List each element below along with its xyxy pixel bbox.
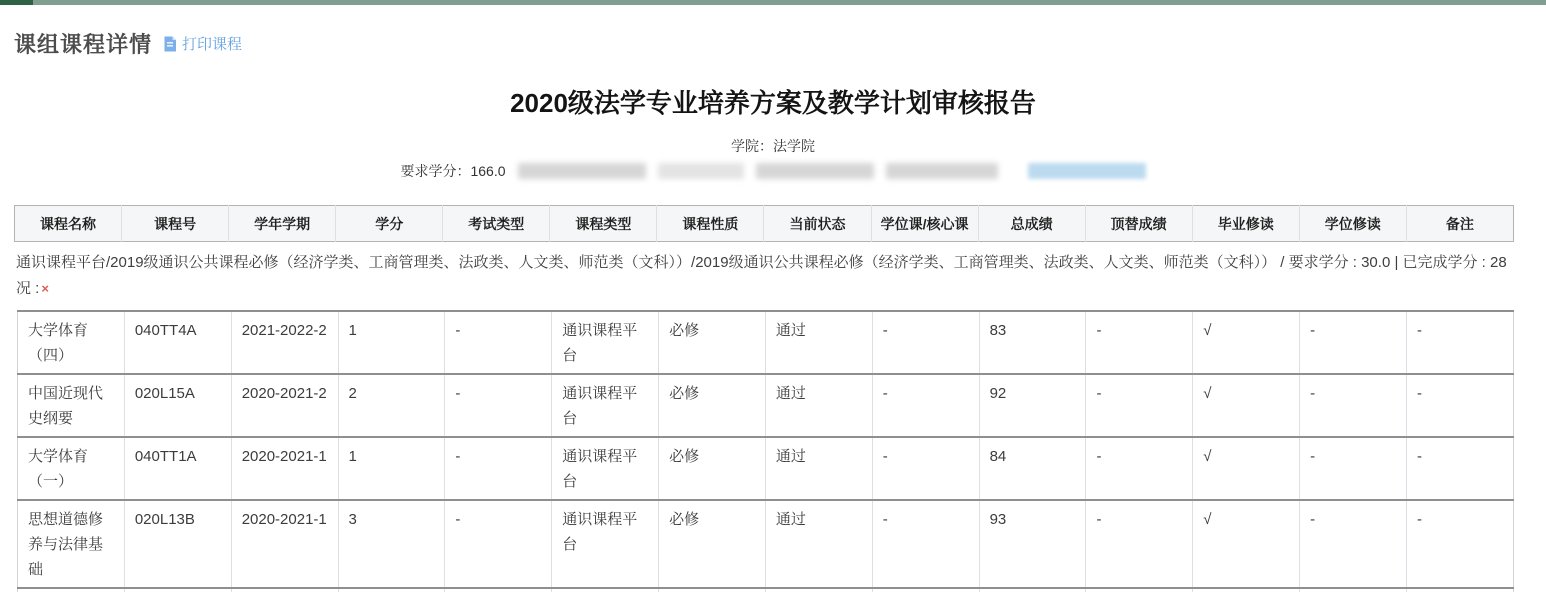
column-header: 备注 — [1406, 206, 1513, 242]
table-cell: - — [1086, 374, 1193, 437]
table-cell: 020L13B — [124, 500, 231, 588]
table-cell: - — [1300, 311, 1407, 374]
table-cell: - — [1406, 311, 1513, 374]
table-cell: 020L15A — [124, 374, 231, 437]
table-cell: 通识课程平台 — [552, 311, 659, 374]
page-title: 课组课程详情 — [14, 32, 153, 57]
column-header: 课程号 — [122, 206, 229, 242]
table-cell: 思想道德修养与法律基础 — [18, 500, 125, 588]
table-row-partial — [18, 588, 1514, 592]
table-cell: 040TT4A — [124, 311, 231, 374]
table-cell: - — [1406, 374, 1513, 437]
redacted-block — [658, 163, 744, 179]
table-cell — [765, 588, 872, 592]
column-header: 毕业修读 — [1192, 206, 1299, 242]
table-cell: 必修 — [659, 437, 766, 500]
document-icon — [162, 36, 178, 52]
table-cell: 必修 — [659, 500, 766, 588]
column-header: 课程类型 — [550, 206, 657, 242]
table-cell: 83 — [979, 311, 1086, 374]
course-group-note — [16, 250, 1546, 302]
column-header: 考试类型 — [443, 206, 550, 242]
table-cell — [1193, 588, 1300, 592]
table-cell: - — [1406, 437, 1513, 500]
table-cell — [1300, 588, 1407, 592]
table-cell: 1 — [338, 311, 445, 374]
table-cell: 2021-2022-2 — [231, 311, 338, 374]
table-cell: - — [445, 374, 552, 437]
column-header: 当前状态 — [764, 206, 871, 242]
print-link-label: 打印课程 — [182, 36, 243, 53]
table-cell: - — [1086, 437, 1193, 500]
table-cell: - — [872, 311, 979, 374]
redacted-block — [518, 163, 646, 179]
table-cell: 93 — [979, 500, 1086, 588]
table-cell: 必修 — [659, 374, 766, 437]
college-line: 学院：法学院 — [731, 138, 815, 154]
table-cell: - — [1300, 437, 1407, 500]
table-cell: 通识课程平台 — [552, 437, 659, 500]
course-table — [17, 310, 1514, 592]
table-cell — [124, 588, 231, 592]
top-accent-bar — [0, 0, 1546, 5]
print-course-link[interactable] — [162, 33, 242, 54]
table-cell: 通过 — [765, 500, 872, 588]
table-cell: - — [1086, 500, 1193, 588]
table-cell — [1406, 588, 1513, 592]
required-credits-line — [0, 161, 1546, 181]
table-cell: 通识课程平台 — [552, 374, 659, 437]
table-row — [18, 311, 1514, 374]
table-cell — [18, 588, 125, 592]
course-table-header — [14, 205, 1514, 242]
table-cell: 通过 — [765, 374, 872, 437]
table-cell: √ — [1193, 311, 1300, 374]
column-header: 总成绩 — [978, 206, 1085, 242]
table-cell: - — [872, 374, 979, 437]
column-header: 顶替成绩 — [1085, 206, 1192, 242]
table-cell: √ — [1193, 500, 1300, 588]
table-cell: √ — [1193, 437, 1300, 500]
redacted-block — [886, 163, 998, 179]
table-cell: 2020-2021-1 — [231, 437, 338, 500]
table-cell: √ — [1193, 374, 1300, 437]
table-cell: 2020-2021-1 — [231, 500, 338, 588]
table-cell: 大学体育（一） — [18, 437, 125, 500]
redacted-block — [756, 163, 874, 179]
table-cell: - — [445, 437, 552, 500]
table-cell — [659, 588, 766, 592]
fail-mark: × — [41, 281, 49, 296]
table-cell: 必修 — [659, 311, 766, 374]
header-row — [15, 206, 1514, 242]
table-cell: - — [1086, 311, 1193, 374]
table-cell: 2 — [338, 374, 445, 437]
group-note-line1: 通识课程平台/2019级通识公共课程必修（经济学类、工商管理类、法政类、人文类、师范类（文科））/2019级通识公共课程必修（经济学类、工商管理类、法政类、人文类、师范类（文科）） / 要求学分 : 30.0 | 已完成学分 : 28 — [16, 254, 1507, 271]
column-header: 学分 — [336, 206, 443, 242]
table-cell — [445, 588, 552, 592]
column-header: 学位修读 — [1299, 206, 1406, 242]
table-cell: 3 — [338, 500, 445, 588]
table-cell — [231, 588, 338, 592]
top-accent-bar-segment — [0, 0, 33, 5]
table-row — [18, 437, 1514, 500]
table-cell: 通过 — [765, 437, 872, 500]
table-cell: - — [1300, 500, 1407, 588]
column-header: 课程性质 — [657, 206, 764, 242]
redacted-block-blue — [1028, 163, 1146, 179]
table-cell: 通过 — [765, 311, 872, 374]
page-header — [14, 28, 1546, 59]
table-cell — [1086, 588, 1193, 592]
table-cell: - — [445, 311, 552, 374]
table-cell: - — [445, 500, 552, 588]
table-cell — [338, 588, 445, 592]
table-row — [18, 500, 1514, 588]
column-header: 学年学期 — [229, 206, 336, 242]
table-cell: 通识课程平台 — [552, 500, 659, 588]
table-cell: 中国近现代史纲要 — [18, 374, 125, 437]
table-cell — [552, 588, 659, 592]
column-header: 学位课/核心课 — [871, 206, 978, 242]
table-cell: 040TT1A — [124, 437, 231, 500]
table-cell: 2020-2021-2 — [231, 374, 338, 437]
table-cell: - — [1300, 374, 1407, 437]
table-cell — [872, 588, 979, 592]
table-cell: - — [872, 437, 979, 500]
report-title: 2020级法学专业培养方案及教学计划审核报告 — [510, 88, 1036, 118]
table-row — [18, 374, 1514, 437]
column-header: 课程名称 — [40, 215, 97, 232]
table-cell: 大学体育（四） — [18, 311, 125, 374]
group-note-line2: 况 : × — [16, 280, 49, 297]
table-cell: 92 — [979, 374, 1086, 437]
table-cell: - — [872, 500, 979, 588]
table-cell: 84 — [979, 437, 1086, 500]
table-cell — [979, 588, 1086, 592]
data-table-body — [18, 311, 1514, 592]
table-cell: 1 — [338, 437, 445, 500]
table-cell: - — [1406, 500, 1513, 588]
required-credits-label: 要求学分：166.0 — [400, 163, 506, 179]
